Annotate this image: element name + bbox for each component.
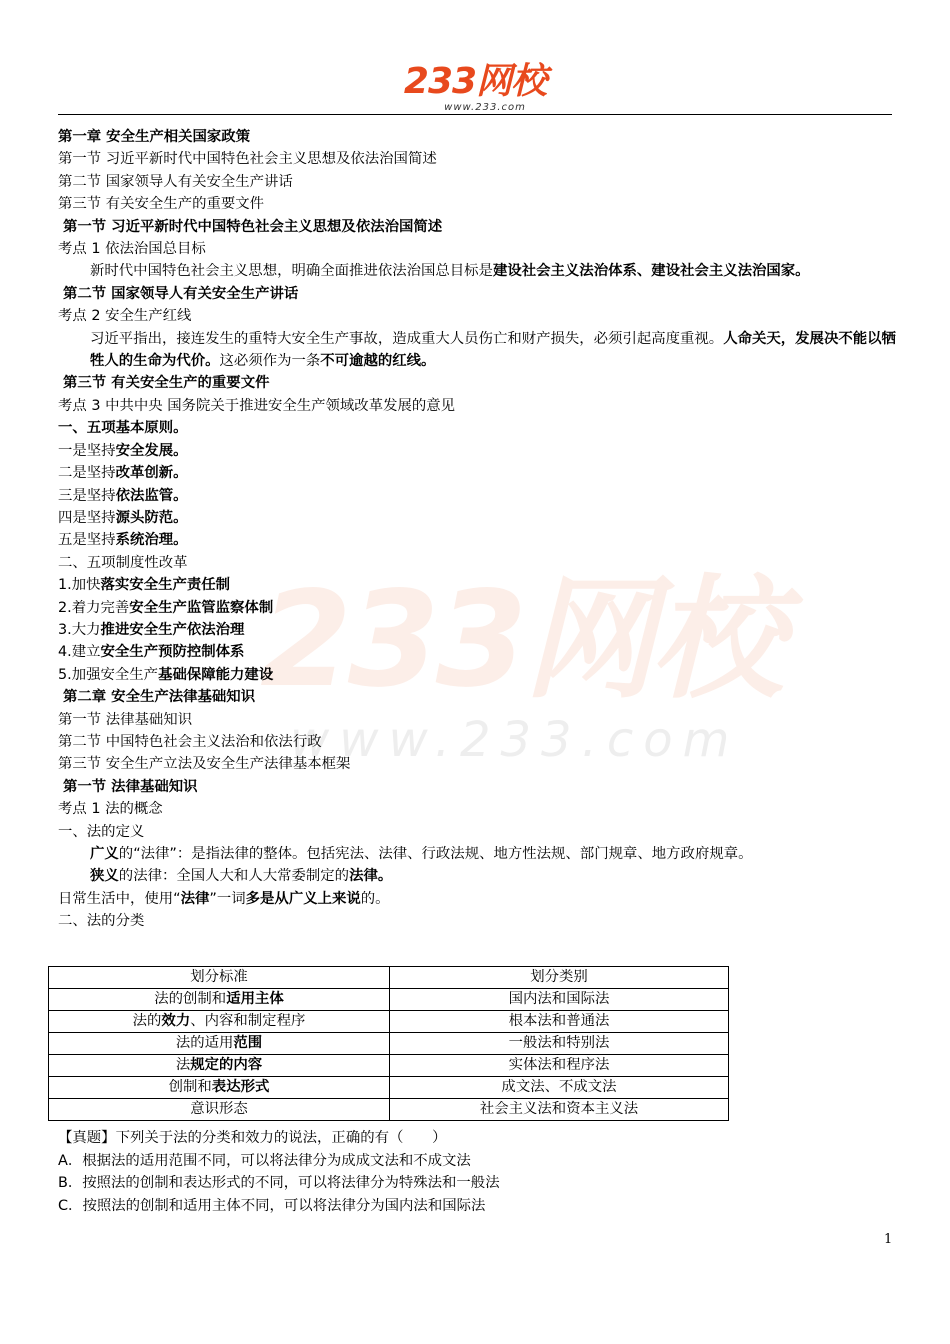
reform-value: 基础保障能力建设 — [158, 666, 274, 683]
option-c: C．按照法的创制和适用主体不同，可以将法律分为国内法和国际法 — [58, 1197, 486, 1214]
broad-term: 广义 — [90, 846, 119, 862]
principle-prefix: 四是坚持 — [58, 509, 116, 526]
narrow-term: 狭义 — [90, 868, 119, 885]
broad-text: 的“法律”：是指法律的整体。包括宪法、法律、行政法规、地方性法规、部门规章、地方政府规章。 — [118, 846, 753, 862]
criterion-cell — [49, 1055, 390, 1077]
narrow-definition — [58, 865, 898, 887]
criterion-text: 意识形态 — [190, 1101, 248, 1117]
section-1-heading: 第一节 习近平新时代中国特色社会主义思想及依法治国简述 — [63, 218, 443, 235]
point-2-text: 习近平指出，接连发生的重特大安全生产事故，造成重大人员伤亡和财产损失，必须引起高度重视。 — [90, 330, 724, 347]
exam-question — [58, 1127, 898, 1217]
point-2-heading: 考点 2 安全生产红线 — [58, 308, 192, 325]
principles-heading — [58, 417, 898, 439]
category-cell: 国内法和国际法 — [390, 989, 729, 1011]
daily-usage-note — [58, 888, 898, 910]
broad-definition — [58, 843, 898, 865]
table-row — [49, 1099, 729, 1121]
table-row — [49, 1033, 729, 1055]
principle-prefix: 二是坚持 — [58, 465, 116, 482]
criterion-cell — [49, 1011, 390, 1033]
principle-item — [58, 440, 898, 462]
document-body — [58, 126, 898, 933]
section-2-heading: 第二节 国家领导人有关安全生产讲话 — [63, 285, 299, 302]
usage-text-2: ”一词 — [209, 890, 246, 907]
table-row — [49, 989, 729, 1011]
category-cell: 社会主义法和资本主义法 — [390, 1099, 729, 1121]
section-3-heading: 第三节 有关安全生产的重要文件 — [63, 375, 270, 392]
criterion-emphasis: 范围 — [233, 1035, 263, 1051]
watermark-url: www.233.com — [290, 712, 740, 768]
reform-prefix: 4.建立 — [58, 644, 101, 661]
toc-section-2: 第二节 国家领导人有关安全生产讲话 — [58, 173, 293, 190]
category-cell: 一般法和特别法 — [390, 1033, 729, 1055]
point-2-text-2: 这必须作为一条 — [219, 353, 321, 370]
criterion-text-2: 、内容和制定程序 — [190, 1013, 306, 1029]
table-row — [49, 1011, 729, 1033]
reform-item — [58, 619, 898, 641]
table-header-row — [49, 967, 729, 989]
chapter-1-title: 第一章 安全生产相关国家政策 — [58, 129, 251, 145]
principle-prefix: 五是坚持 — [58, 532, 116, 549]
principle-value: 依法监管。 — [115, 487, 188, 504]
criterion-text: 法的 — [132, 1013, 162, 1029]
table-row — [49, 1077, 729, 1099]
criterion-emphasis: 规定的内容 — [190, 1057, 263, 1073]
principle-prefix: 三是坚持 — [58, 487, 116, 504]
classification-heading: 二、法的分类 — [58, 913, 145, 930]
point-1-heading: 考点 1 依法治国总目标 — [58, 241, 206, 258]
criterion-cell — [49, 1099, 390, 1121]
toc-section-3: 第三节 有关安全生产的重要文件 — [58, 196, 265, 213]
table-header-cell: 划分类别 — [390, 967, 729, 989]
reform-item — [58, 574, 898, 596]
toc-section-1: 第一节 习近平新时代中国特色社会主义思想及依法治国简述 — [58, 151, 437, 168]
reform-value: 推进安全生产依法治理 — [100, 621, 245, 638]
principle-value: 源头防范。 — [115, 509, 188, 526]
reform-value: 安全生产预防控制体系 — [100, 644, 245, 661]
principle-item — [58, 529, 898, 551]
table-row — [49, 1055, 729, 1077]
table-header-cell: 划分标准 — [49, 967, 390, 989]
principles-title: 五项基本原则。 — [86, 420, 188, 437]
question-stem: 【真题】下列关于法的分类和效力的说法，正确的有（ ） — [58, 1130, 447, 1146]
option-b: B．按照法的创制和表达形式的不同，可以将法律分为特殊法和一般法 — [58, 1175, 500, 1191]
reform-prefix: 2.着力完善 — [58, 599, 130, 616]
point-2-emphasis-2: 不可逾越的红线。 — [320, 353, 436, 370]
criterion-emphasis: 表达形式 — [211, 1079, 270, 1095]
usage-text-3: 的。 — [360, 890, 390, 907]
point-1-paragraph — [58, 260, 898, 282]
criterion-text: 法的创制和 — [154, 991, 227, 1007]
option-a: A．根据法的适用范围不同，可以将法律分为成成文法和不成文法 — [58, 1152, 471, 1169]
toc-section-1: 第一节 法律基础知识 — [58, 711, 193, 728]
definition-heading: 一、法的定义 — [58, 823, 145, 840]
principle-prefix: 一是坚持 — [58, 442, 116, 459]
reform-item — [58, 641, 898, 663]
classification-table — [48, 966, 729, 1121]
page-number: 1 — [884, 1232, 893, 1247]
reform-prefix: 1.加快 — [58, 577, 101, 594]
point-1-emphasis: 建设社会主义法治体系、建设社会主义法治国家。 — [492, 263, 810, 280]
criterion-emphasis: 效力 — [161, 1013, 191, 1029]
logo-text: 233网校 — [403, 61, 547, 102]
principle-item — [58, 485, 898, 507]
principle-item — [58, 462, 898, 484]
reforms-heading: 二、五项制度性改革 — [58, 554, 188, 571]
section-1-heading: 第一节 法律基础知识 — [63, 778, 198, 795]
criterion-text: 法的适用 — [175, 1035, 234, 1051]
reform-value: 落实安全生产责任制 — [100, 577, 231, 594]
category-cell: 实体法和程序法 — [390, 1055, 729, 1077]
category-cell: 成文法、不成文法 — [390, 1077, 729, 1099]
toc-section-2: 第二节 中国特色社会主义法治和依法行政 — [58, 733, 322, 750]
point-1-text: 新时代中国特色社会主义思想，明确全面推进依法治国总目标是 — [90, 263, 493, 280]
point-2-paragraph — [58, 328, 898, 373]
criterion-cell — [49, 1077, 390, 1099]
criterion-text: 法 — [175, 1057, 191, 1073]
principle-value: 安全发展。 — [115, 442, 188, 459]
criterion-cell — [49, 1033, 390, 1055]
usage-emphasis-1: 法律 — [180, 890, 210, 907]
point-3-heading: 考点 3 中共中央 国务院关于推进安全生产领域改革发展的意见 — [58, 397, 456, 414]
header-divider — [58, 114, 892, 115]
principle-value: 改革创新。 — [115, 465, 188, 482]
chapter-2-title: 第二章 安全生产法律基础知识 — [63, 689, 256, 706]
category-cell: 根本法和普通法 — [390, 1011, 729, 1033]
principle-item — [58, 507, 898, 529]
reform-value: 安全生产监管监察体制 — [129, 599, 274, 616]
point-1-heading: 考点 1 法的概念 — [58, 801, 163, 818]
toc-section-3: 第三节 安全生产立法及安全生产法律基本框架 — [58, 756, 351, 773]
reform-prefix: 3.大力 — [58, 621, 101, 638]
criterion-cell — [49, 989, 390, 1011]
reform-item — [58, 597, 898, 619]
reform-prefix: 5.加强安全生产 — [58, 666, 159, 683]
principles-number: 一、 — [58, 420, 87, 437]
point-2-emphasis: 人命关天，发展决不能以牺牲人的生命为代价。 — [90, 330, 896, 370]
watermark-logo: 233网校 — [260, 563, 780, 717]
site-logo — [0, 62, 950, 114]
narrow-text: 的法律：全国人大和人大常委制定的 — [118, 868, 350, 885]
reform-item — [58, 664, 898, 686]
principle-value: 系统治理。 — [115, 532, 188, 549]
narrow-emphasis: 法律。 — [349, 868, 393, 885]
usage-emphasis-2: 多是从广义上来说 — [245, 890, 361, 907]
criterion-text: 创制和 — [168, 1079, 212, 1095]
usage-text-1: 日常生活中，使用“ — [58, 890, 181, 907]
logo-url: www.233.com — [444, 102, 526, 113]
criterion-emphasis: 适用主体 — [226, 991, 284, 1007]
